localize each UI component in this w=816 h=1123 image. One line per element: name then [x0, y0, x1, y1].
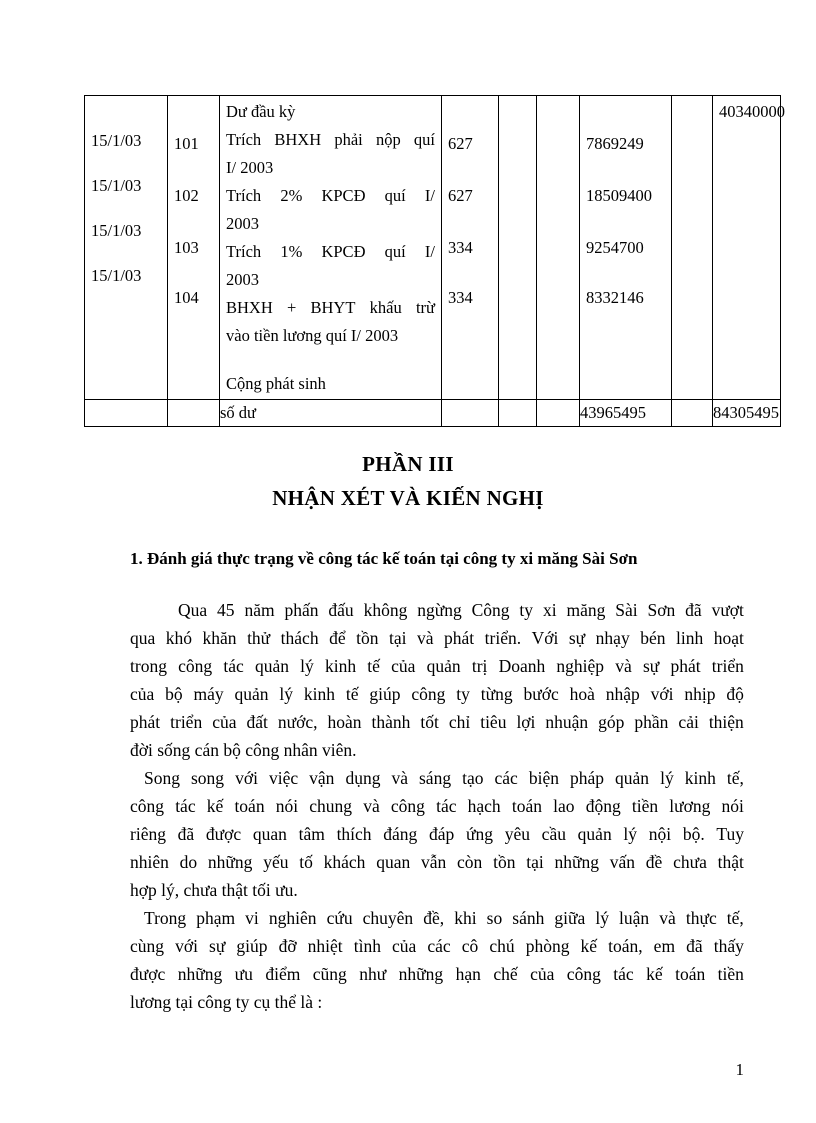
- voucher-code-cell: 102: [174, 186, 199, 205]
- date-cell: 15/1/03: [91, 176, 142, 195]
- page-number: 1: [735, 1060, 744, 1079]
- description-line: 2003: [226, 270, 259, 289]
- description-line: 2003: [226, 214, 259, 233]
- ledger-body-row: [85, 96, 781, 400]
- amount-cell: 18509400: [586, 186, 652, 205]
- balance-row: [85, 400, 781, 427]
- description-column: [220, 96, 442, 400]
- part-title: PHẦN III: [362, 452, 454, 476]
- paragraph-line: trong công tác quản lý kinh tế của quản trị Doanh nghiệp và sự phát triển: [130, 656, 744, 676]
- empty-column: [672, 96, 713, 400]
- voucher-code-cell: 101: [174, 134, 199, 153]
- voucher-code-cell: 104: [174, 288, 199, 307]
- paragraph-line: công tác kế toán nói chung và công tác hạch toán lao động tiền lương nói: [130, 796, 744, 816]
- paragraph-line: đời sống cán bộ công nhân viên.: [130, 740, 357, 760]
- account-column: [442, 96, 499, 400]
- description-line: Trích 2% KPCĐ quí I/: [226, 186, 435, 205]
- paragraph-line: Song song với việc vận dụng và sáng tạo các biện pháp quản lý kinh tế,: [144, 768, 744, 788]
- account-cell: 627: [448, 134, 473, 153]
- account-cell: 334: [448, 238, 473, 257]
- balance-column: [713, 96, 785, 400]
- paragraph-line: riêng đã được quan tâm thích đáng đáp ứng yêu cầu quản lý nội bộ. Tuy: [130, 824, 744, 844]
- paragraph-line: được những ưu điểm cũng như những hạn chế của công tác kế toán tiền: [130, 964, 744, 984]
- description-line: vào tiền lương quí I/ 2003: [226, 326, 399, 345]
- total-amount-cell: 43965495: [580, 400, 672, 427]
- paragraph-line: của bộ máy quản lý kinh tế giúp công ty từng bước hoà nhập với nhịp độ: [130, 684, 744, 704]
- description-line: Trích 1% KPCĐ quí I/: [226, 242, 435, 261]
- closing-balance-cell: 84305495: [713, 400, 781, 427]
- paragraph-3: [130, 904, 744, 1016]
- paragraph-line: lương tại công ty cụ thể là :: [130, 992, 323, 1012]
- paragraph-line: phát triển của đất nước, hoàn thành tốt chỉ tiêu lợi nhuận góp phần cải thiện: [130, 712, 744, 732]
- date-cell: 15/1/03: [91, 266, 142, 285]
- description-spacer: [226, 350, 435, 370]
- account-cell: 627: [448, 186, 473, 205]
- empty-column: [499, 96, 537, 400]
- date-column: [85, 96, 168, 400]
- voucher-code-column: [168, 96, 220, 400]
- amount-cell: 8332146: [586, 288, 644, 307]
- paragraph-line: cùng với sự giúp đỡ nhiệt tình của các cô chú phòng kế toán, em đã thấy: [130, 936, 744, 956]
- voucher-code-cell: 103: [174, 238, 199, 257]
- date-cell: 15/1/03: [91, 131, 142, 150]
- description-line: Cộng phát sinh: [226, 374, 326, 393]
- paragraph-line: nhiên do những yếu tố khách quan vẫn còn tồn tại những vấn đề chưa thật: [130, 852, 744, 872]
- date-cell: 15/1/03: [91, 221, 142, 240]
- description-line: BHXH + BHYT khấu trừ: [226, 298, 435, 317]
- opening-balance-cell: 40340000: [719, 102, 785, 121]
- paragraph-line: Trong phạm vi nghiên cứu chuyên đề, khi so sánh giữa lý luận và thực tế,: [144, 908, 744, 928]
- balance-label: số dư: [220, 400, 442, 427]
- paragraph-line: qua khó khăn thử thách để tồn tại và phát triển. Với sự nhạy bén linh hoạt: [130, 628, 744, 648]
- account-cell: 334: [448, 288, 473, 307]
- paragraph-1: [130, 596, 744, 764]
- ledger-table: [84, 95, 785, 427]
- amount-column: [580, 96, 672, 400]
- description-line: I/ 2003: [226, 158, 274, 177]
- paragraph-2: [130, 764, 744, 904]
- section-heading: 1. Đánh giá thực trạng về công tác kế toán tại công ty xi măng Sài Sơn: [130, 549, 638, 568]
- description-line: Dư đầu kỳ: [226, 102, 296, 121]
- paragraph-line: hợp lý, chưa thật tối ưu.: [130, 880, 298, 900]
- amount-cell: 9254700: [586, 238, 644, 257]
- empty-column: [537, 96, 580, 400]
- paragraph-line: Qua 45 năm phấn đấu không ngừng Công ty xi măng Sài Sơn đã vượt: [178, 600, 744, 620]
- section-title: NHẬN XÉT VÀ KIẾN NGHỊ: [272, 486, 544, 510]
- description-line: Trích BHXH phải nộp quí: [226, 130, 435, 149]
- amount-cell: 7869249: [586, 134, 644, 153]
